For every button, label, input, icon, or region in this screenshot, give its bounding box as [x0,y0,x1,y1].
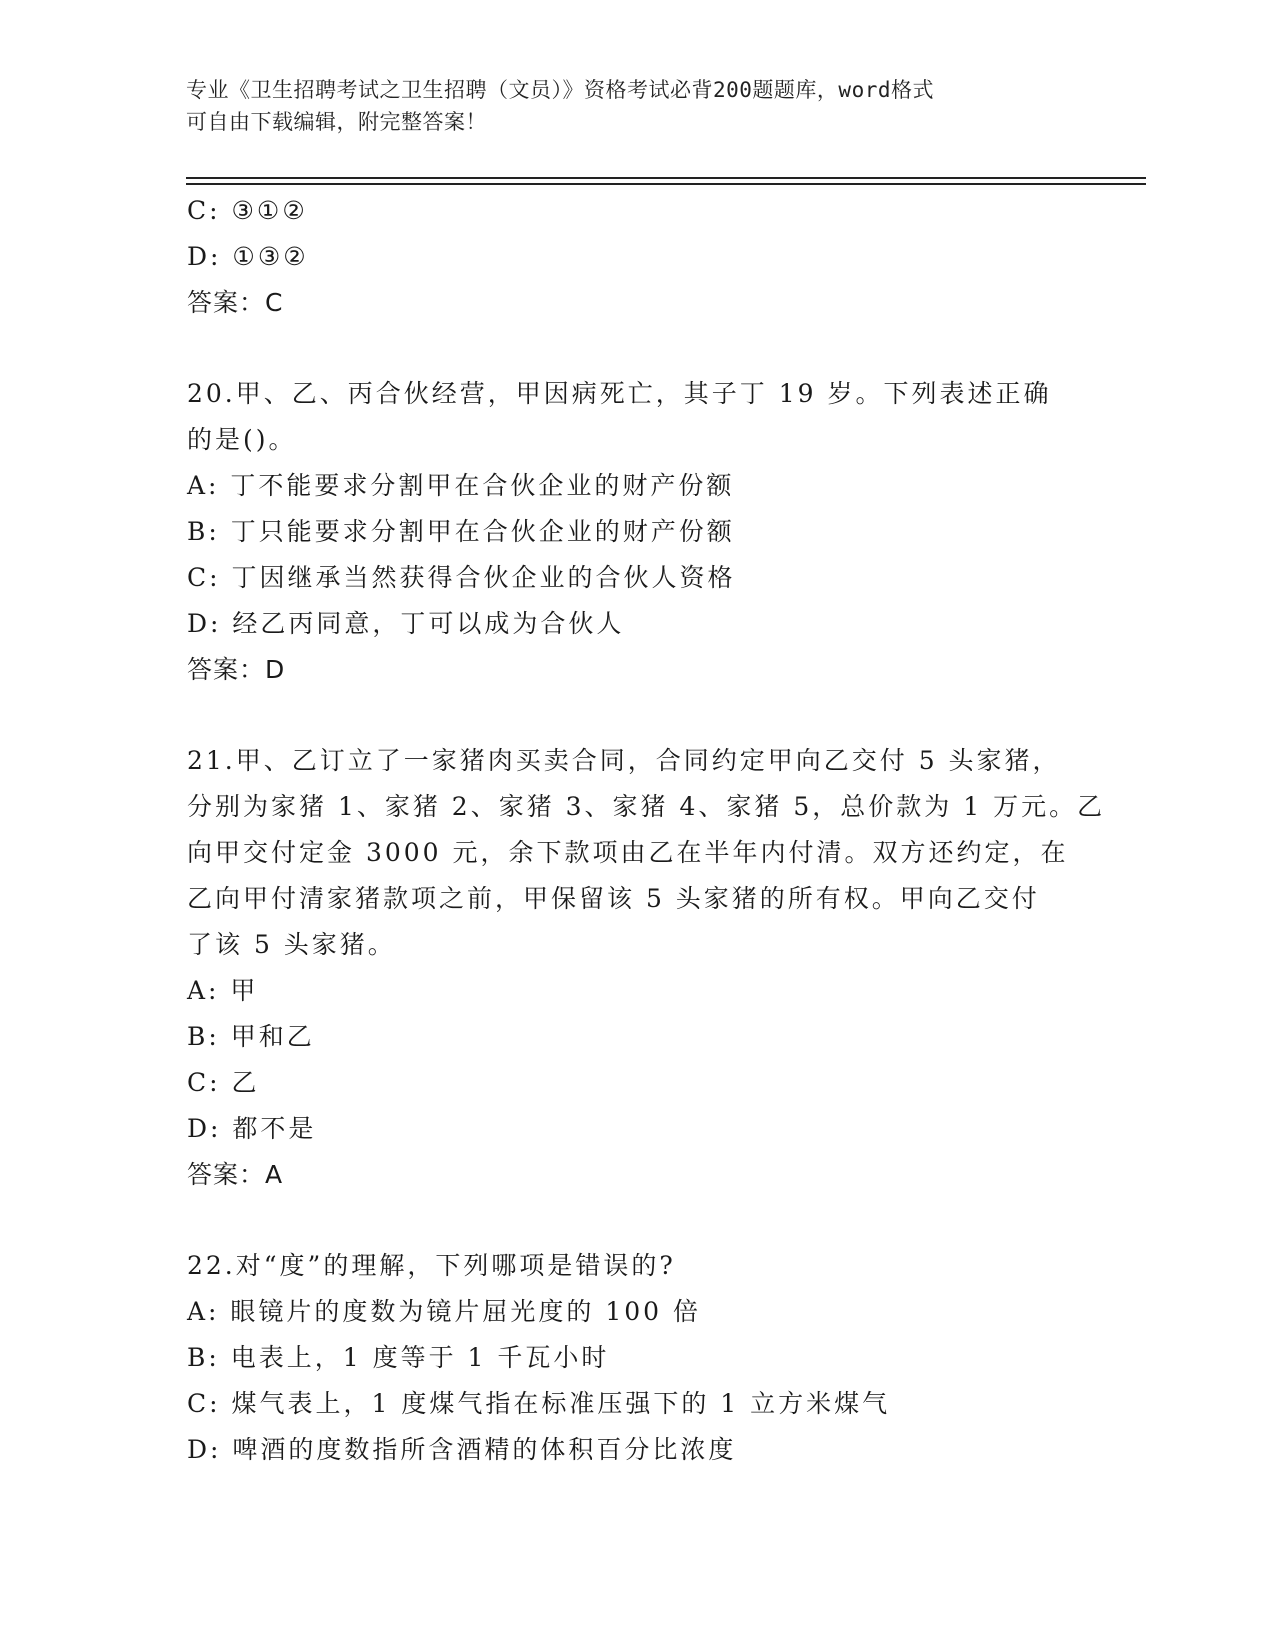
question-22 [187,1243,1087,1473]
question-spacer [187,1198,1087,1243]
q21-option-a: A: 甲 [187,976,259,1005]
q22-option-a: A: 眼镜片的度数为镜片屈光度的 100 倍 [187,1297,702,1326]
question-spacer [187,326,1087,371]
q22-stem-line-1: 22.对“度”的理解，下列哪项是错误的? [187,1251,676,1280]
question-20 [187,371,1087,693]
q21-option-c: C: 乙 [187,1068,260,1097]
header-divider-bottom [186,183,1146,185]
q21-stem-line-4: 乙向甲付清家猪款项之前，甲保留该 5 头家猪的所有权。甲向乙交付 [187,884,1040,913]
question-21 [187,738,1106,1198]
q21-stem-line-3: 向甲交付定金 3000 元，余下款项由乙在半年内付清。双方还约定，在 [187,838,1069,867]
q21-stem-line-5: 了该 5 头家猪。 [187,930,396,959]
q20-option-b: B: 丁只能要求分割甲在合伙企业的财产份额 [187,517,735,546]
q19-option-d: D: ①③② [187,242,309,271]
q21-stem-line-1: 21.甲、乙订立了一家猪肉买卖合同，合同约定甲向乙交付 5 头家猪， [187,746,1061,775]
question-19-tail [187,188,1087,326]
header-divider-top [186,177,1146,179]
q22-option-c: C: 煤气表上，1 度煤气指在标准压强下的 1 立方米煤气 [187,1389,891,1418]
document-body [187,188,1106,1473]
header-title-line-1: 专业《卫生招聘考试之卫生招聘（文员）》资格考试必背200题题库，word格式 [186,78,934,102]
q20-stem-line-2: 的是()。 [187,425,297,454]
document-header [186,74,1066,138]
q19-option-c: C: ③①② [187,196,308,225]
q21-option-b: B: 甲和乙 [187,1022,315,1051]
q21-stem-line-2: 分别为家猪 1、家猪 2、家猪 3、家猪 4、家猪 5，总价款为 1 万元。乙 [187,792,1106,821]
q20-answer: 答案：D [187,655,286,684]
q20-option-a: A: 丁不能要求分割甲在合伙企业的财产份额 [187,471,735,500]
header-title-line-2: 可自由下载编辑，附完整答案！ [186,110,487,134]
q22-option-d: D: 啤酒的度数指所含酒精的体积百分比浓度 [187,1435,737,1464]
question-spacer [187,693,1087,738]
q19-answer: 答案：C [187,288,284,317]
q21-answer: 答案：A [187,1160,284,1189]
q20-stem-line-1: 20.甲、乙、丙合伙经营，甲因病死亡，其子丁 19 岁。下列表述正确 [187,379,1052,408]
q21-option-d: D: 都不是 [187,1114,317,1143]
q22-option-b: B: 电表上，1 度等于 1 千瓦小时 [187,1343,610,1372]
q20-option-c: C: 丁因继承当然获得合伙企业的合伙人资格 [187,563,736,592]
q20-option-d: D: 经乙丙同意，丁可以成为合伙人 [187,609,625,638]
